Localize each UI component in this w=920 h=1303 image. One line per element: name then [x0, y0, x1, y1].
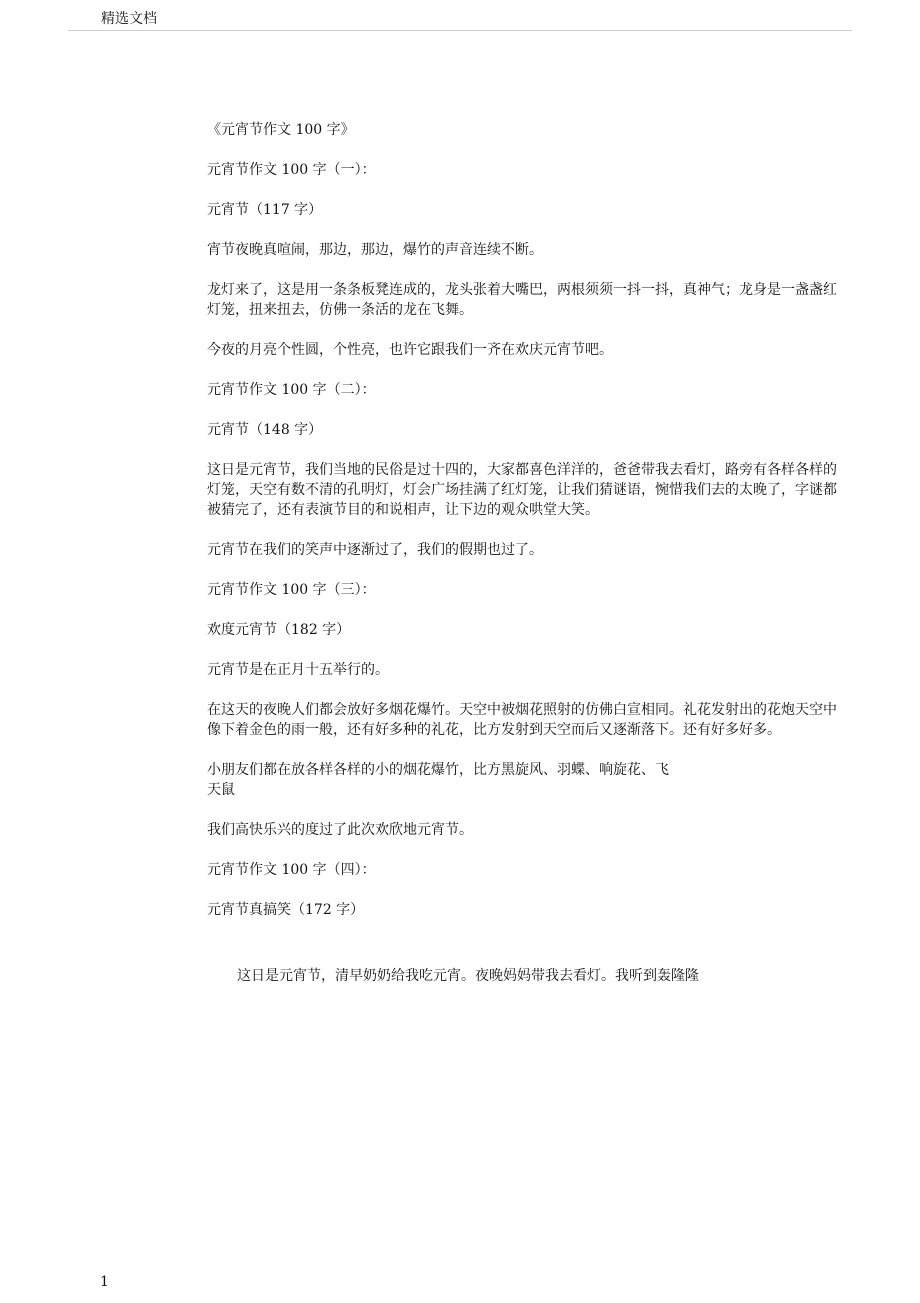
- essay-title-2: 元宵节（148 字）: [207, 422, 323, 438]
- document-body: [207, 120, 839, 1006]
- section-heading-2: 元宵节作文 100 字（二）：: [207, 382, 376, 398]
- paragraph: 龙灯来了，这是用一条条板凳连成的，龙头张着大嘴巴，两根须须一抖一抖，真神气；龙身是一盏盏红灯笼，扭来扭去，仿佛一条活的龙在飞舞。: [207, 282, 837, 318]
- paragraph: 我们高快乐兴的度过了此次欢欣地元宵节。: [207, 822, 473, 838]
- paragraph: 小朋友们都在放各样各样的小的烟花爆竹，比方黑旋风、羽蝶、响旋花、飞 天鼠: [207, 762, 669, 798]
- essay-title-4: 元宵节真搞笑（172 字）: [207, 902, 365, 918]
- paragraph: 元宵节是在正月十五举行的。: [207, 662, 389, 678]
- header-divider: [68, 30, 852, 31]
- paragraph: 元宵节在我们的笑声中逐渐过了，我们的假期也过了。: [207, 542, 543, 558]
- paragraph: 这日是元宵节，我们当地的民俗是过十四的，大家都喜色洋洋的，爸爸带我去看灯，路旁有各样各样的灯笼，天空有数不清的孔明灯，灯会广场挂满了红灯笼，让我们猜谜语，惋惜我们去的太晚了，字谜都被猜完了，还有表演节目的和说相声，让下边的观众哄堂大笑。: [207, 462, 837, 518]
- section-heading-4: 元宵节作文 100 字（四）：: [207, 862, 376, 878]
- paragraph: 宵节夜晚真喧闹，那边，那边，爆竹的声音连续不断。: [207, 242, 543, 258]
- section-heading-3: 元宵节作文 100 字（三）：: [207, 582, 376, 598]
- section-heading-1: 元宵节作文 100 字（一）：: [207, 162, 376, 178]
- document-title: 《元宵节作文 100 字》: [207, 122, 355, 138]
- page-number: 1: [100, 1274, 109, 1290]
- paragraph: 在这天的夜晚人们都会放好多烟花爆竹。天空中被烟花照射的仿佛白宣相同。礼花发射出的花炮天空中像下着金色的雨一般，还有好多种的礼花，比方发射到天空而后又逐渐落下。还有好多好多。: [207, 702, 837, 738]
- paragraph: 今夜的月亮个性圆，个性亮，也许它跟我们一齐在欢庆元宵节吧。: [207, 342, 613, 358]
- essay-title-3: 欢度元宵节（182 字）: [207, 622, 351, 638]
- page-header-label: 精选文档: [101, 11, 157, 27]
- indented-paragraph: 这日是元宵节，清早奶奶给我吃元宵。夜晚妈妈带我去看灯。我听到轰隆隆: [237, 968, 699, 984]
- essay-title-1: 元宵节（117 字）: [207, 202, 323, 218]
